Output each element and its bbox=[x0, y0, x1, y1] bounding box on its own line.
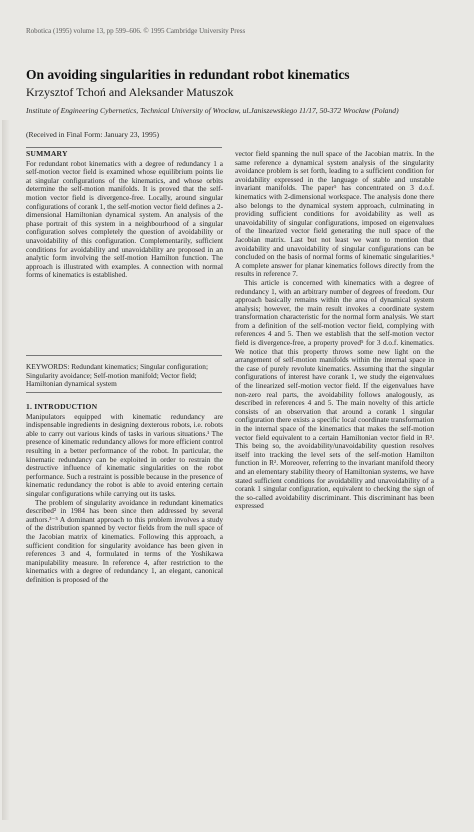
page-edge-shadow bbox=[2, 120, 10, 820]
right-paragraph-2: This article is concerned with kinematics with a degree of redundancy 1, with an arbitrary number of degrees of freedom. Our approach basically remains within the area of dynamical system analysis; however, the main result invokes a coordinate system transformation characteristic for the normal form analysis. We start from a definition of the self-motion vector field, complying with references 4 and 5. Then we establish that the self-motion vector field is divergence-free, a property proved⁵ for 3 d.o.f. kinematics. We notice that this property throws some new light on the arrangement of self-motion manifolds within the internal space in the case of purely revolute kinematics. Assuming that the singular configurations of interest have corank 1, we study the eigenvalues of the linearized self-motion vector field. If the eigenvalues have non-zero real parts, the avoidability follows analogously, as described in references 4 and 5. The main novelty of this article consists of an observation that around a corank 1 singular configuration there exists a specific local coordinate transformation in the internal space of the kinematics that makes the self-motion vector field equivalent to a certain Hamiltonian vector field in R². This being so, the avoidability/unavoidability question resolves itself into tracking the level sets of the self-motion Hamilton function in R². Moreover, referring to the invariant manifold theory and an elementary stability theory of Hamiltonian systems, we have stated sufficient conditions for avoidability and unavoidability of a corank 1 singular configuration, equivalent to checking the sign of the so-called avoidability discriminant. This discriminant has been expressed bbox=[235, 277, 434, 511]
journal-citation: Robotica (1995) volume 13, pp 599–606. © 1995 Cambridge University Press bbox=[26, 27, 246, 35]
introduction-paragraph-2: The problem of singularity avoidance in redundant kinematics described² in 1984 has been since then addressed by several authors.³⁻⁵ A dominant approach to this problem involves a study of the distribution spanned by vector fields from the null space of the Jacobian matrix of kinematics. Following this approach, a sufficient condition for singularity avoidance has been given in references 3 and 4, formulated in terms of the Yoshikawa manipulability measure. In reference 4, after restriction to the kinematics with a degree of redundancy 1, an elegant, canonical definition is proposed of the bbox=[26, 497, 223, 584]
summary-top-rule bbox=[26, 147, 222, 148]
right-column bbox=[235, 150, 434, 511]
introduction-section bbox=[26, 403, 223, 584]
summary-text: For redundant robot kinematics with a degree of redundancy 1 a self-motion vector field is examined whose equilibrium points lie at singular configurations of the kinematics, and whose orbits determine the self-motion manifolds. It is proved that the self-motion vector field is divergence-free. Locally, around singular configurations of corank 1, the self-motion vector field defines a 2-dimensional Hamiltonian dynamical system. An analysis of the phase portrait of this system in a neighbourhood of a singular configuration solves completely the question of avoidability or unavoidability of this configuration. Complementarily, sufficient conditions for avoidability and unavoidability are proposed in an analytic form involving the self-motion Hamilton function. The approach is illustrated with examples. A connection with normal forms of kinematics is established. bbox=[26, 158, 223, 280]
article-authors: Krzysztof Tchoń and Aleksander Matuszok bbox=[26, 85, 234, 99]
summary-heading: SUMMARY bbox=[26, 149, 68, 158]
received-date: (Received in Final Form: January 23, 1995) bbox=[26, 130, 160, 139]
keywords-top-rule bbox=[26, 355, 222, 356]
article-title: On avoiding singularities in redundant robot kinematics bbox=[26, 67, 350, 82]
right-paragraph-1: vector field spanning the null space of the Jacobian matrix. In the same reference a dynamical system analysis of the singularity avoidance problem is set forth, leading to a sufficient condition for avoidability expressed in the language of stable and unstable invariant manifolds. The paper⁵ has concentrated on 3 d.o.f. kinematics with 2-dimensional workspace. The analysis done there also belongs to the dynamical system approach, culminating in providing sufficient conditions for avoidability as well as unavoidability of singular configurations, imposed on eigenvalues of the linearized vector field generating the null space of the Jacobian matrix. Last but not least we want to mention that avoidability and unavoidability of singular configurations can be concluded on the basis of normal forms of kinematic singularities.⁶ A complete answer for planar kinematics follows directly from the results in reference 7. bbox=[235, 149, 434, 279]
keywords-bottom-rule bbox=[26, 392, 222, 393]
author-affiliation: Institute of Engineering Cybernetics, Technical University of Wrocław, ul.Janiszewskiego 11/17, 50-372 Wrocław (Poland) bbox=[26, 106, 399, 115]
introduction-paragraph-1: Manipulators equipped with kinematic redundancy are indispensable ingredients in designing dexterous robots, i.e. robots able to carry out various kinds of tasks in various situations.¹ The presence of kinematic redundancy allows for more efficient control resulting in a better performance of the robot. In particular, the kinematic redundancy can be exploited in order to restrain the destructive influence of kinematic singularities on the robot performance. Such a restraint is possible because in the presence of kinematic redundancy the robot is able to avoid entering certain singular configurations while carrying out its tasks. bbox=[26, 411, 223, 498]
introduction-heading: 1. INTRODUCTION bbox=[26, 402, 98, 411]
summary-section bbox=[26, 150, 223, 280]
keywords: KEYWORDS: Redundant kinematics; Singular configuration; Singularity avoidance; Self-motion manifold; Vector field; Hamiltonian dynamical system bbox=[26, 362, 208, 389]
